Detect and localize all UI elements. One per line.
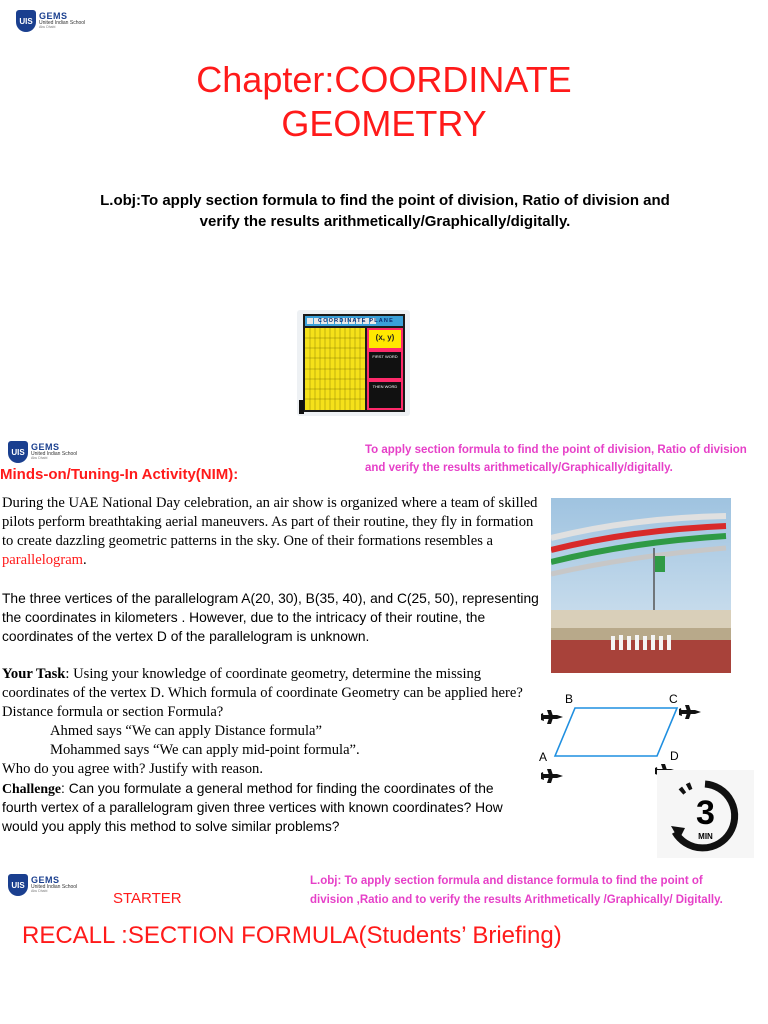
section-logo-nim: UIS GEMS United Indian School Abu Dhabi [8,441,77,463]
section-logo-starter: UIS GEMS United Indian School Abu Dhabi [8,874,77,896]
starter-objective: L.obj: To apply section formula and distance formula to find the point of division ,Ratio and to verify the results Arithmetically /Graphically/ Digitally. [310,875,723,906]
air-show-photo [551,498,731,673]
nim-objective: To apply section formula to find the point of division, Ratio of division and verify the results arithmetically/Graphically/digitally. [365,444,747,474]
task-paragraph: Your Task: Using your knowledge of coordinate geometry, determine the missing coordinates of the vertex D. Which formula of coordinate Geometry can be applied here? Distance formula or section Formula? [2,666,523,720]
starter-label: STARTER [113,890,182,907]
recall-heading: RECALL :SECTION FORMULA(Students’ Briefing) [22,922,562,949]
uis-logo-icon: UIS [8,874,28,896]
task-label: Your Task [2,666,66,682]
airplane-icon [679,705,701,719]
timer-unit: MIN [698,832,713,841]
logo-gems-text: GEMS [39,11,68,22]
logo-school-text: United Indian School [39,20,86,27]
challenge-paragraph: Challenge: Can you formulate a general method for finding the coordinates of the fourth vertex of a parallelogram given three vertices with known coordinates? How would you apply this method to solve similar problems? [2,781,503,834]
learning-objective: L.obj:To apply section formula to find the point of division, Ratio of division and verify the results arithmetically/Graphically/digitally. [100,192,670,230]
parallelogram-shape [555,708,677,756]
nim-heading: Minds-on/Tuning-In Activity(NIM): [0,466,239,483]
parallelogram-highlight: parallelogram [2,552,84,568]
poster-panel-label-2: THEN WORD [372,384,398,389]
timer-number: 3 [696,794,715,832]
mohammed-quote: Mohammed says “We can apply mid-point formula”. [50,742,360,758]
coordinate-plane-poster-image [297,310,410,416]
nim-body [2,494,547,836]
poster-xy-badge: (x, y) [375,333,395,342]
poster-header-text: COORDINATE PLANE [318,318,394,324]
challenge-label: Challenge [2,781,62,796]
scenario-paragraph: During the UAE National Day celebration, an air show is organized where a team of skilled pilots perform breathtaking aerial maneuvers. As part of their routine, they fly in formation to create dazzling geometric patterns in the sky. One of their formations resembles a parallelogram. [2,495,538,568]
uis-logo-icon: UIS [8,441,28,463]
vertex-label-b: B [565,692,574,706]
uis-logo-icon: UIS [16,10,36,32]
vertex-label-d: D [670,749,679,763]
chapter-title [0,58,768,146]
poster-panel-label-1: FIRST WORD [372,354,398,359]
agree-question: Who do you agree with? Justify with reason. [2,761,264,777]
school-logo [16,10,85,32]
vertices-paragraph: The three vertices of the parallelogram A(20, 30), B(35, 40), and C(25, 50), representing the coordinates in kilometers . However, due to the intricacy of their routine, the coordinates of the vertex D of the parallelogram is unknown. [2,591,539,644]
vertex-label-a: A [539,750,548,764]
chapter-title-line2: GEOMETRY [281,103,487,144]
airplane-icon [541,769,563,783]
vertex-label-c: C [669,692,678,706]
ahmed-quote: Ahmed says “We can apply Distance formula” [50,723,322,739]
timer-graphic [657,770,754,858]
chapter-title-line1: Chapter:COORDINATE [196,59,572,100]
airplane-icon [541,710,563,724]
logo-city-text: Abu Dhabi [39,25,56,30]
